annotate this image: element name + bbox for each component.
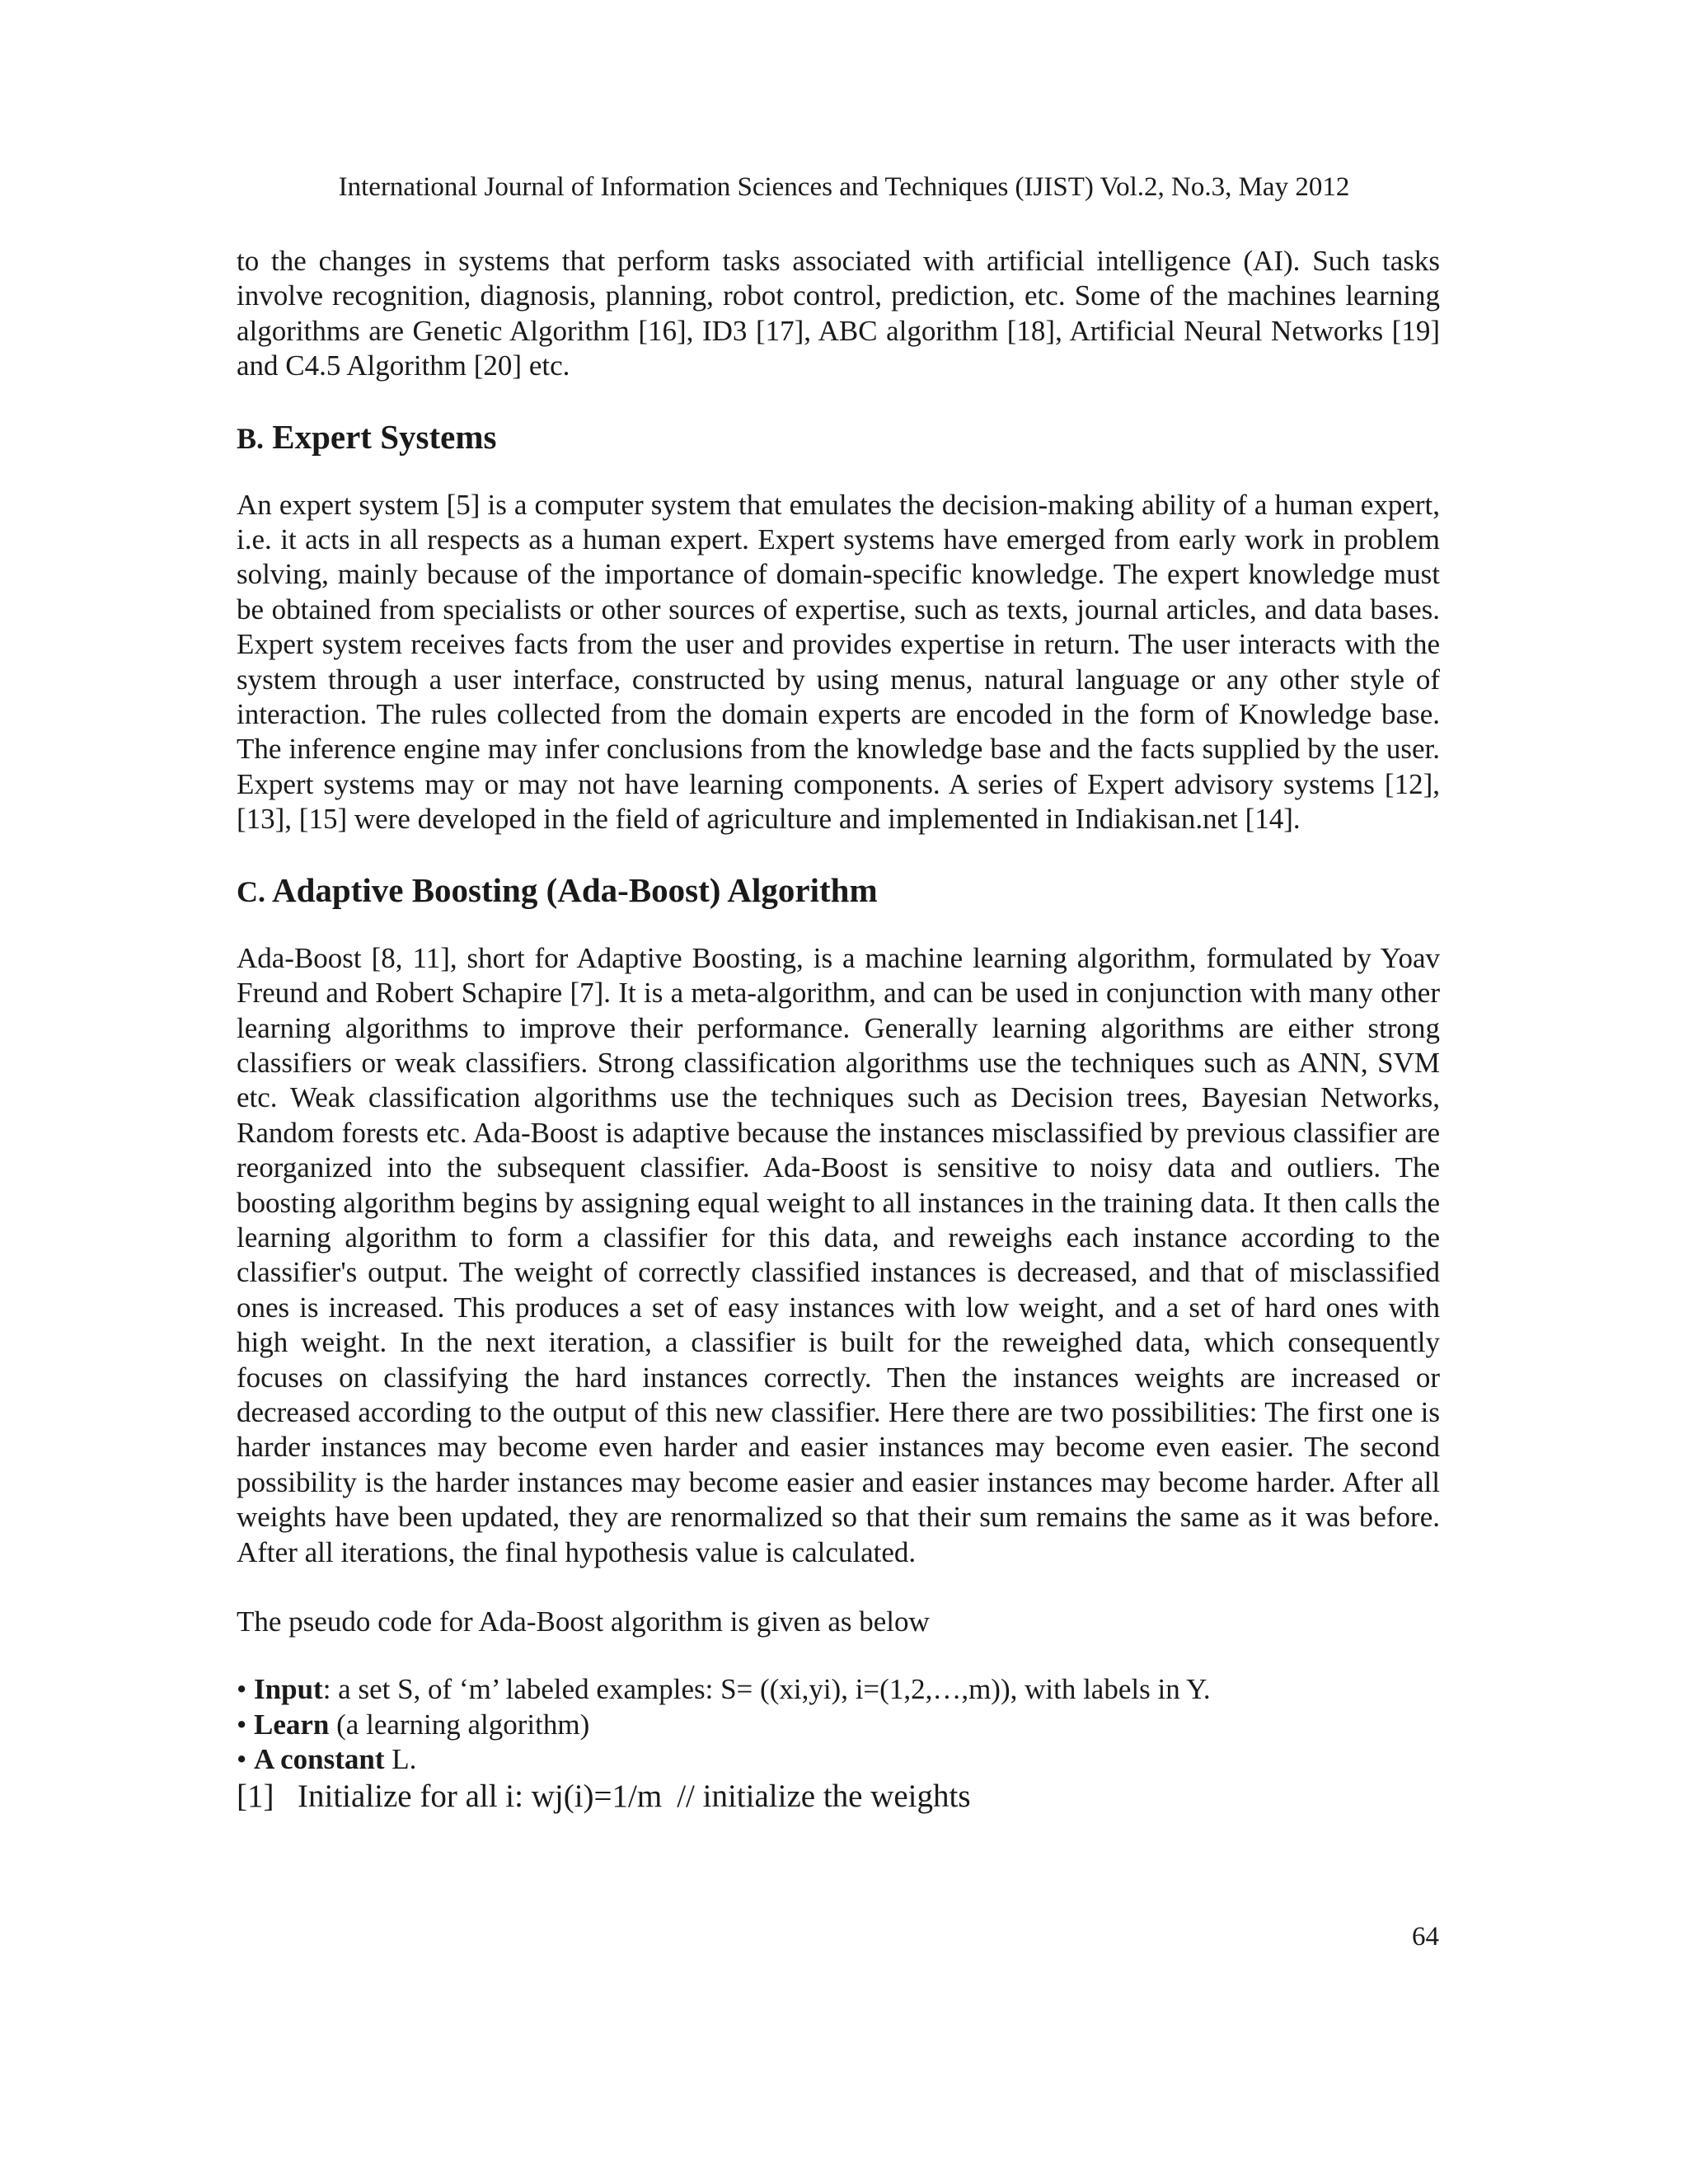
pseudo-code-intro: The pseudo code for Ada-Boost algorithm is given as below <box>237 1605 930 1638</box>
section-letter: B. <box>237 421 265 455</box>
step-comment: // initialize the weights <box>677 1778 971 1814</box>
page-body <box>237 244 1440 1816</box>
list-item <box>237 1672 1440 1707</box>
pseudo-code-inputs <box>237 1672 1440 1777</box>
list-item <box>237 1742 1440 1777</box>
intro-paragraph: to the changes in systems that perform tasks associated with artificial intelligence (AI). Such tasks involve recognition, diagnosis, planning, robot control, prediction, etc. Some of the machines learning algorithms are Genetic Algorithm [16], ID3 [17], ABC algorithm [18], Artificial Neural Networks [19] and C4.5 Algorithm [20] etc. <box>237 245 1440 382</box>
bullet-text: (a learning algorithm) <box>329 1708 590 1741</box>
list-item <box>237 1708 1440 1742</box>
bullet-term: Input <box>254 1673 323 1706</box>
running-header: International Journal of Information Sciences and Techniques (IJIST) Vol.2, No.3, May 2012 <box>338 172 1350 202</box>
bullet-marker: • <box>237 1673 247 1706</box>
section-title: Expert Systems <box>272 417 497 456</box>
bullet-marker: • <box>237 1743 247 1776</box>
section-heading-adaboost <box>237 869 1440 913</box>
pseudo-code-step <box>237 1778 1440 1816</box>
section-title: Adaptive Boosting (Ada-Boost) Algorithm <box>272 870 878 909</box>
bullet-term: Learn <box>254 1708 330 1741</box>
bullet-marker: • <box>237 1708 247 1741</box>
bullet-term: A constant <box>254 1743 385 1776</box>
step-text: Initialize for all i: wj(i)=1/m <box>298 1778 663 1814</box>
bullet-text: L. <box>384 1743 417 1776</box>
section-heading-expert-systems <box>237 415 1440 460</box>
adaboost-paragraph: Ada-Boost [8, 11], short for Adaptive Boosting, is a machine learning algorithm, formulated by Yoav Freund and Robert Schapire [7]. It is a meta-algorithm, and can be used in conjunction with many other learning algorithms to improve their performance. Generally learning algorithms are either strong classifiers or weak classifiers. Strong classification algorithms use the techniques such as ANN, SVM etc. Weak classification algorithms use the techniques such as Decision trees, Bayesian Networks, Random forests etc. Ada-Boost is adaptive because the instances misclassified by previous classifier are reorganized into the subsequent classifier. Ada-Boost is sensitive to noisy data and outliers. The boosting algorithm begins by assigning equal weight to all instances in the training data. It then calls the learning algorithm to form a classifier for this data, and reweighs each instance according to the classifier's output. The weight of correctly classified instances is decreased, and that of misclassified ones is increased. This produces a set of easy instances with low weight, and a set of hard ones with high weight. In the next iteration, a classifier is built for the reweighed data, which consequently focuses on classifying the hard instances correctly. Then the instances weights are increased or decreased according to the output of this new classifier. Here there are two possibilities: The first one is harder instances may become even harder and easier instances may become even easier. The second possibility is the harder instances may become easier and easier instances may become harder. After all weights have been updated, they are renormalized so that their sum remains the same as it was before. After all iterations, the final hypothesis value is calculated. <box>237 941 1440 1568</box>
bullet-text: : a set S, of ‘m’ labeled examples: S= ((xi,yi), i=(1,2,…,m)), with labels in Y. <box>322 1673 1211 1706</box>
expert-systems-paragraph: An expert system [5] is a computer system that emulates the decision-making ability of a human expert, i.e. it acts in all respects as a human expert. Expert systems have emerged from early work in problem solving, mainly because of the importance of domain-specific knowledge. The expert knowledge must be obtained from specialists or other sources of expertise, such as texts, journal articles, and data bases. Expert system receives facts from the user and provides expertise in return. The user interacts with the system through a user interface, constructed by using menus, natural language or any other style of interaction. The rules collected from the domain experts are encoded in the form of Knowledge base. The inference engine may infer conclusions from the knowledge base and the facts supplied by the user. Expert systems may or may not have learning components. A series of Expert advisory systems [12], [13], [15] were developed in the field of agriculture and implemented in Indiakisan.net [14]. <box>237 488 1440 836</box>
section-letter: C. <box>237 874 265 908</box>
page-number: 64 <box>1412 1922 1439 1952</box>
step-number: [1] <box>237 1778 274 1814</box>
